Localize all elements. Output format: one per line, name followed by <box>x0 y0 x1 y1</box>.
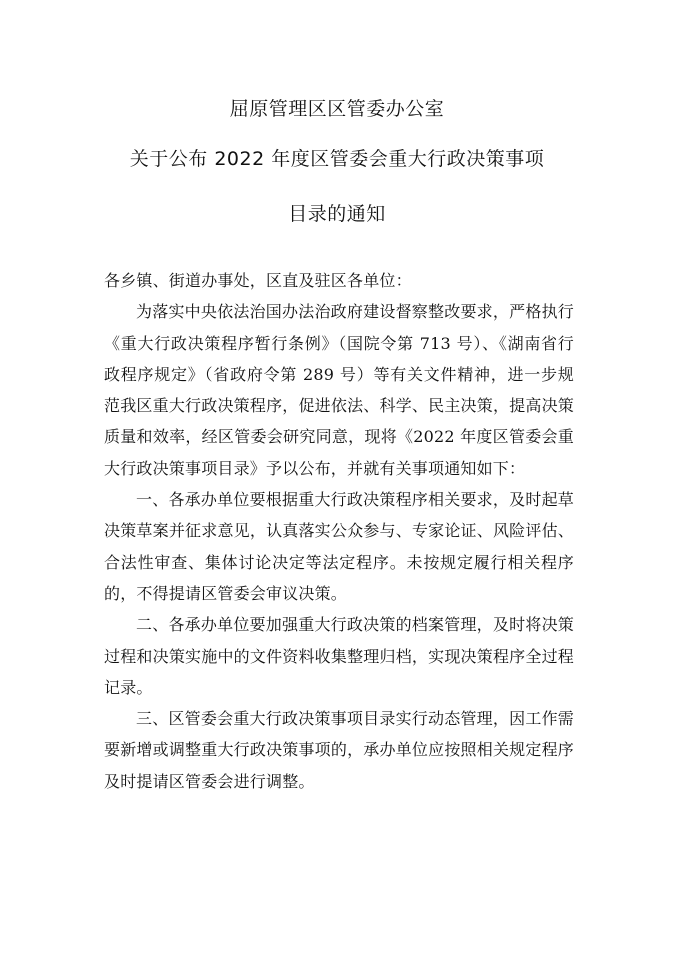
paragraph-item-3: 三、区管委会重大行政决策事项目录实行动态管理，因工作需要新增或调整重大行政决策事项的，承办单位应按照相关规定程序及时提请区管委会进行调整。 <box>104 709 574 791</box>
notice-title-line-2: 目录的通知 <box>288 203 386 225</box>
document-body <box>104 265 574 797</box>
paragraph-item-1: 一、各承办单位要根据重大行政决策程序相关要求，及时起草决策草案并征求意见，认真落实公众参与、专家论证、风险评估、合法性审查、集体讨论决定等法定程序。未按规定履行相关程序的，不得提请区管委会审议决策。 <box>104 490 574 603</box>
notice-title-line-1: 关于公布 2022 年度区管委会重大行政决策事项 <box>129 148 545 170</box>
salutation: 各乡镇、街道办事处，区直及驻区各单位： <box>104 271 412 290</box>
paragraph-intro: 为落实中央依法治国办法治政府建设督察整改要求，严格执行《重大行政决策程序暂行条例》（国院令第 713 号）、《湖南省行政程序规定》（省政府令第 289 号）等有关文件精神，进一步规范我区重大行政决策程序，促进依法、科学、民主决策，提高决策质量和效率，经区管委会研究同意，现将《2022 年度区管委会重大行政决策事项目录》予以公布，并就有关事项通知如下： <box>104 302 574 478</box>
paragraph-item-2: 二、各承办单位要加强重大行政决策的档案管理，及时将决策过程和决策实施中的文件资料收集整理归档，实现决策程序全过程记录。 <box>104 615 574 697</box>
issuer-title: 屈原管理区区管委办公室 <box>229 98 445 120</box>
